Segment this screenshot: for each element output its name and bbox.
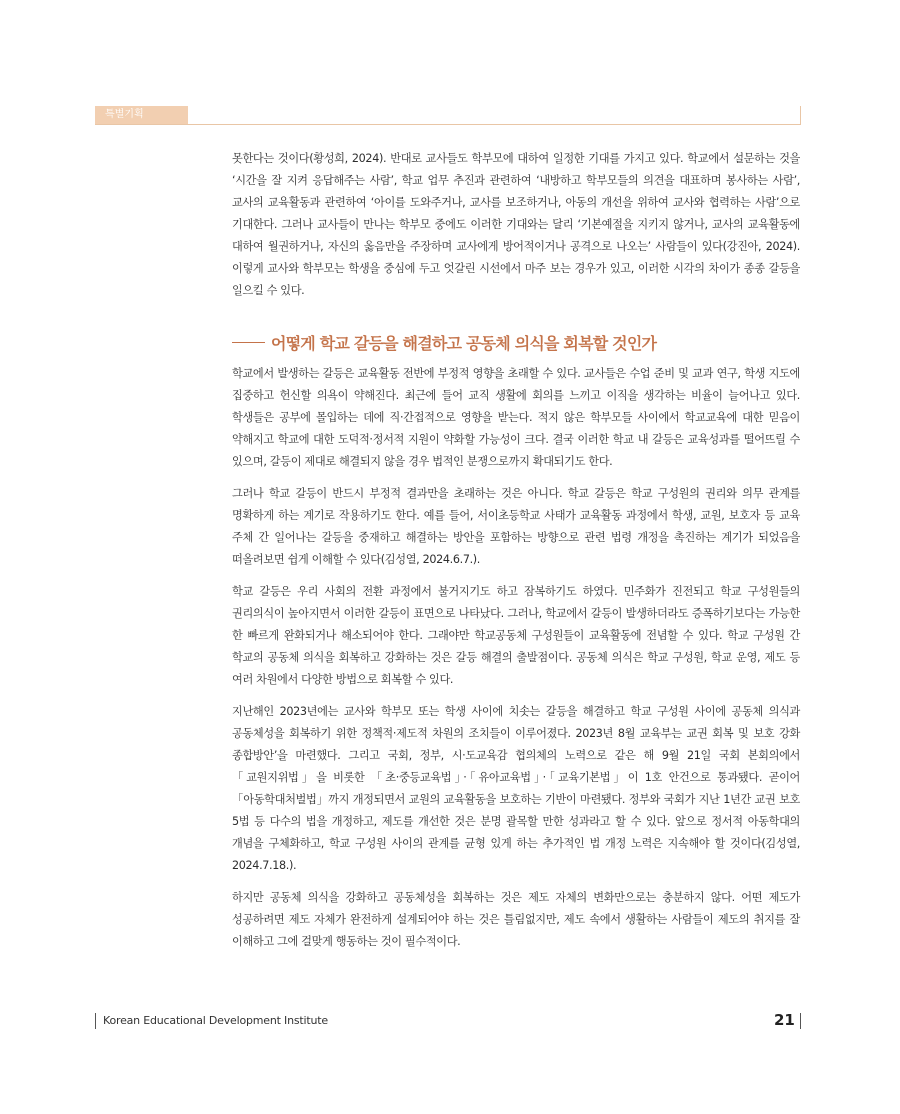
heading-rule xyxy=(232,342,265,343)
paragraph: 못한다는 것이다(황성희, 2024). 반대로 교사들도 학부모에 대하여 일정한 기대를 가지고 있다. 학교에서 설문하는 것을 ‘시간을 잘 지켜 응답해주는 사람’, 학교 업무 추진과 관련하여 ‘내방하고 학부모들의 의견을 대표하며 봉사하는 사람’, 교사의 교육활동과 관련하여 ‘아이를 도와주거나, 교사를 보조하거나, 아동의 개선을 위하여 교사와 협력하는 사람’으로 기대한다. 그러나 교사들이 만나는 학부모 중에도 이러한 기대와는 달리 ‘기본예절을 지키지 않거나, 교사의 교육활동에 대하여 월권하거나, 자신의 옳음만을 주장하며 교사에게 방어적이거나 공격으로 나오는’ 사람들이 있다(강진아, 2024). 이렇게 교사와 학부모는 학생을 중심에 두고 엇갈린 시선에서 마주 보는 경우가 있고, 이러한 시각의 차이가 종종 갈등을 일으킬 수 있다. xyxy=(232,152,800,297)
paragraph: 학교 갈등은 우리 사회의 전환 과정에서 불거지기도 하고 잠복하기도 하였다. 민주화가 진전되고 학교 구성원들의 권리의식이 높아지면서 이러한 갈등이 표면으로 나타났다. 그러나, 학교에서 갈등이 발생하더라도 증폭하기보다는 가능한 한 빠르게 완화되거나 해소되어야 한다. 그래야만 학교공동체 구성원들이 교육활동에 전념할 수 있다. 학교 구성원 간 학교의 공동체 의식을 회복하고 강화하는 것은 갈등 해결의 출발점이다. 공동체 의식은 학교 구성원, 학교 운영, 제도 등 여러 차원에서 다양한 방법으로 회복할 수 있다. xyxy=(232,585,800,686)
paragraph: 학교에서 발생하는 갈등은 교육활동 전반에 부정적 영향을 초래할 수 있다. 교사들은 수업 준비 및 교과 연구, 학생 지도에 집중하고 헌신할 의욕이 약해진다. 최근에 들어 교직 생활에 회의를 느끼고 이직을 생각하는 비율이 늘어나고 있다. 학생들은 공부에 몰입하는 데에 직·간접적으로 영향을 받는다. 적지 않은 학부모들 사이에서 학교교육에 대한 믿음이 약해지고 학교에 대한 도덕적·정서적 지원이 약화할 가능성이 크다. 결국 이러한 학교 내 갈등은 교육성과를 떨어뜨릴 수 있으며, 갈등이 제대로 해결되지 않을 경우 법적인 분쟁으로까지 확대되기도 한다. xyxy=(232,367,800,468)
header-divider xyxy=(95,124,800,125)
footer-divider xyxy=(95,1013,96,1029)
section-label: 특별기획 xyxy=(95,106,188,124)
paragraph: 하지만 공동체 의식을 강화하고 공동체성을 회복하는 것은 제도 자체의 변화만으로는 충분하지 않다. 어떤 제도가 성공하려면 제도 자체가 완전하게 설계되어야 하는 것은 틀림없지만, 제도 속에서 생활하는 사람들이 제도의 취지를 잘 이해하고 그에 걸맞게 행동하는 것이 필수적이다. xyxy=(232,891,800,948)
paragraph: 지난해인 2023년에는 교사와 학부모 또는 학생 사이에 치솟는 갈등을 해결하고 학교 구성원 사이에 공동체 의식과 공동체성을 회복하기 위한 정책적·제도적 차원의 조치들이 이루어졌다. 2023년 8월 교육부는 교권 회복 및 보호 강화 종합방안’을 마련했다. 그리고 국회, 정부, 시·도교육감 협의체의 노력으로 같은 해 9월 21일 국회 본회의에서 「교원지위법」을 비롯한 「초·중등교육법」·「유아교육법」·「교육기본법」이 1호 안건으로 통과됐다. 곧이어 「아동학대처벌법」까지 개정되면서 교원의 교육활동을 보호하는 기반이 마련됐다. 정부와 국회가 지난 1년간 교권 보호 5법 등 다수의 법을 개정하고, 제도를 개선한 것은 분명 괄목할 만한 성과라고 할 수 있다. 앞으로 정서적 아동학대의 개념을 구체화하고, 학교 구성원 사이의 관계를 균형 있게 하는 추가적인 법 개정 노력은 지속해야 할 것이다(김성열, 2024.7.18.). xyxy=(232,705,800,872)
paragraph: 그러나 학교 갈등이 반드시 부정적 결과만을 초래하는 것은 아니다. 학교 갈등은 학교 구성원의 권리와 의무 관계를 명확하게 하는 계기로 작용하기도 한다. 예를 들어, 서이초등학교 사태가 교육활동 과정에서 학생, 교원, 보호자 등 교육 주체 간 일어나는 갈등을 중재하고 해결하는 방안을 포함하는 방향으로 관련 법령 개정을 촉진하는 계기가 되었음을 떠올려보면 쉽게 이해할 수 있다(김성열, 2024.6.7.). xyxy=(232,487,800,566)
page-number: 21 xyxy=(774,1011,795,1029)
header-divider-end xyxy=(800,106,801,125)
footer-divider-end xyxy=(800,1013,801,1029)
footer-institution: Korean Educational Development Institute xyxy=(103,1014,328,1027)
article-body xyxy=(232,148,800,963)
section-heading-row xyxy=(232,329,800,355)
section-heading: 어떻게 학교 갈등을 해결하고 공동체 의식을 회복할 것인가 xyxy=(271,333,657,353)
